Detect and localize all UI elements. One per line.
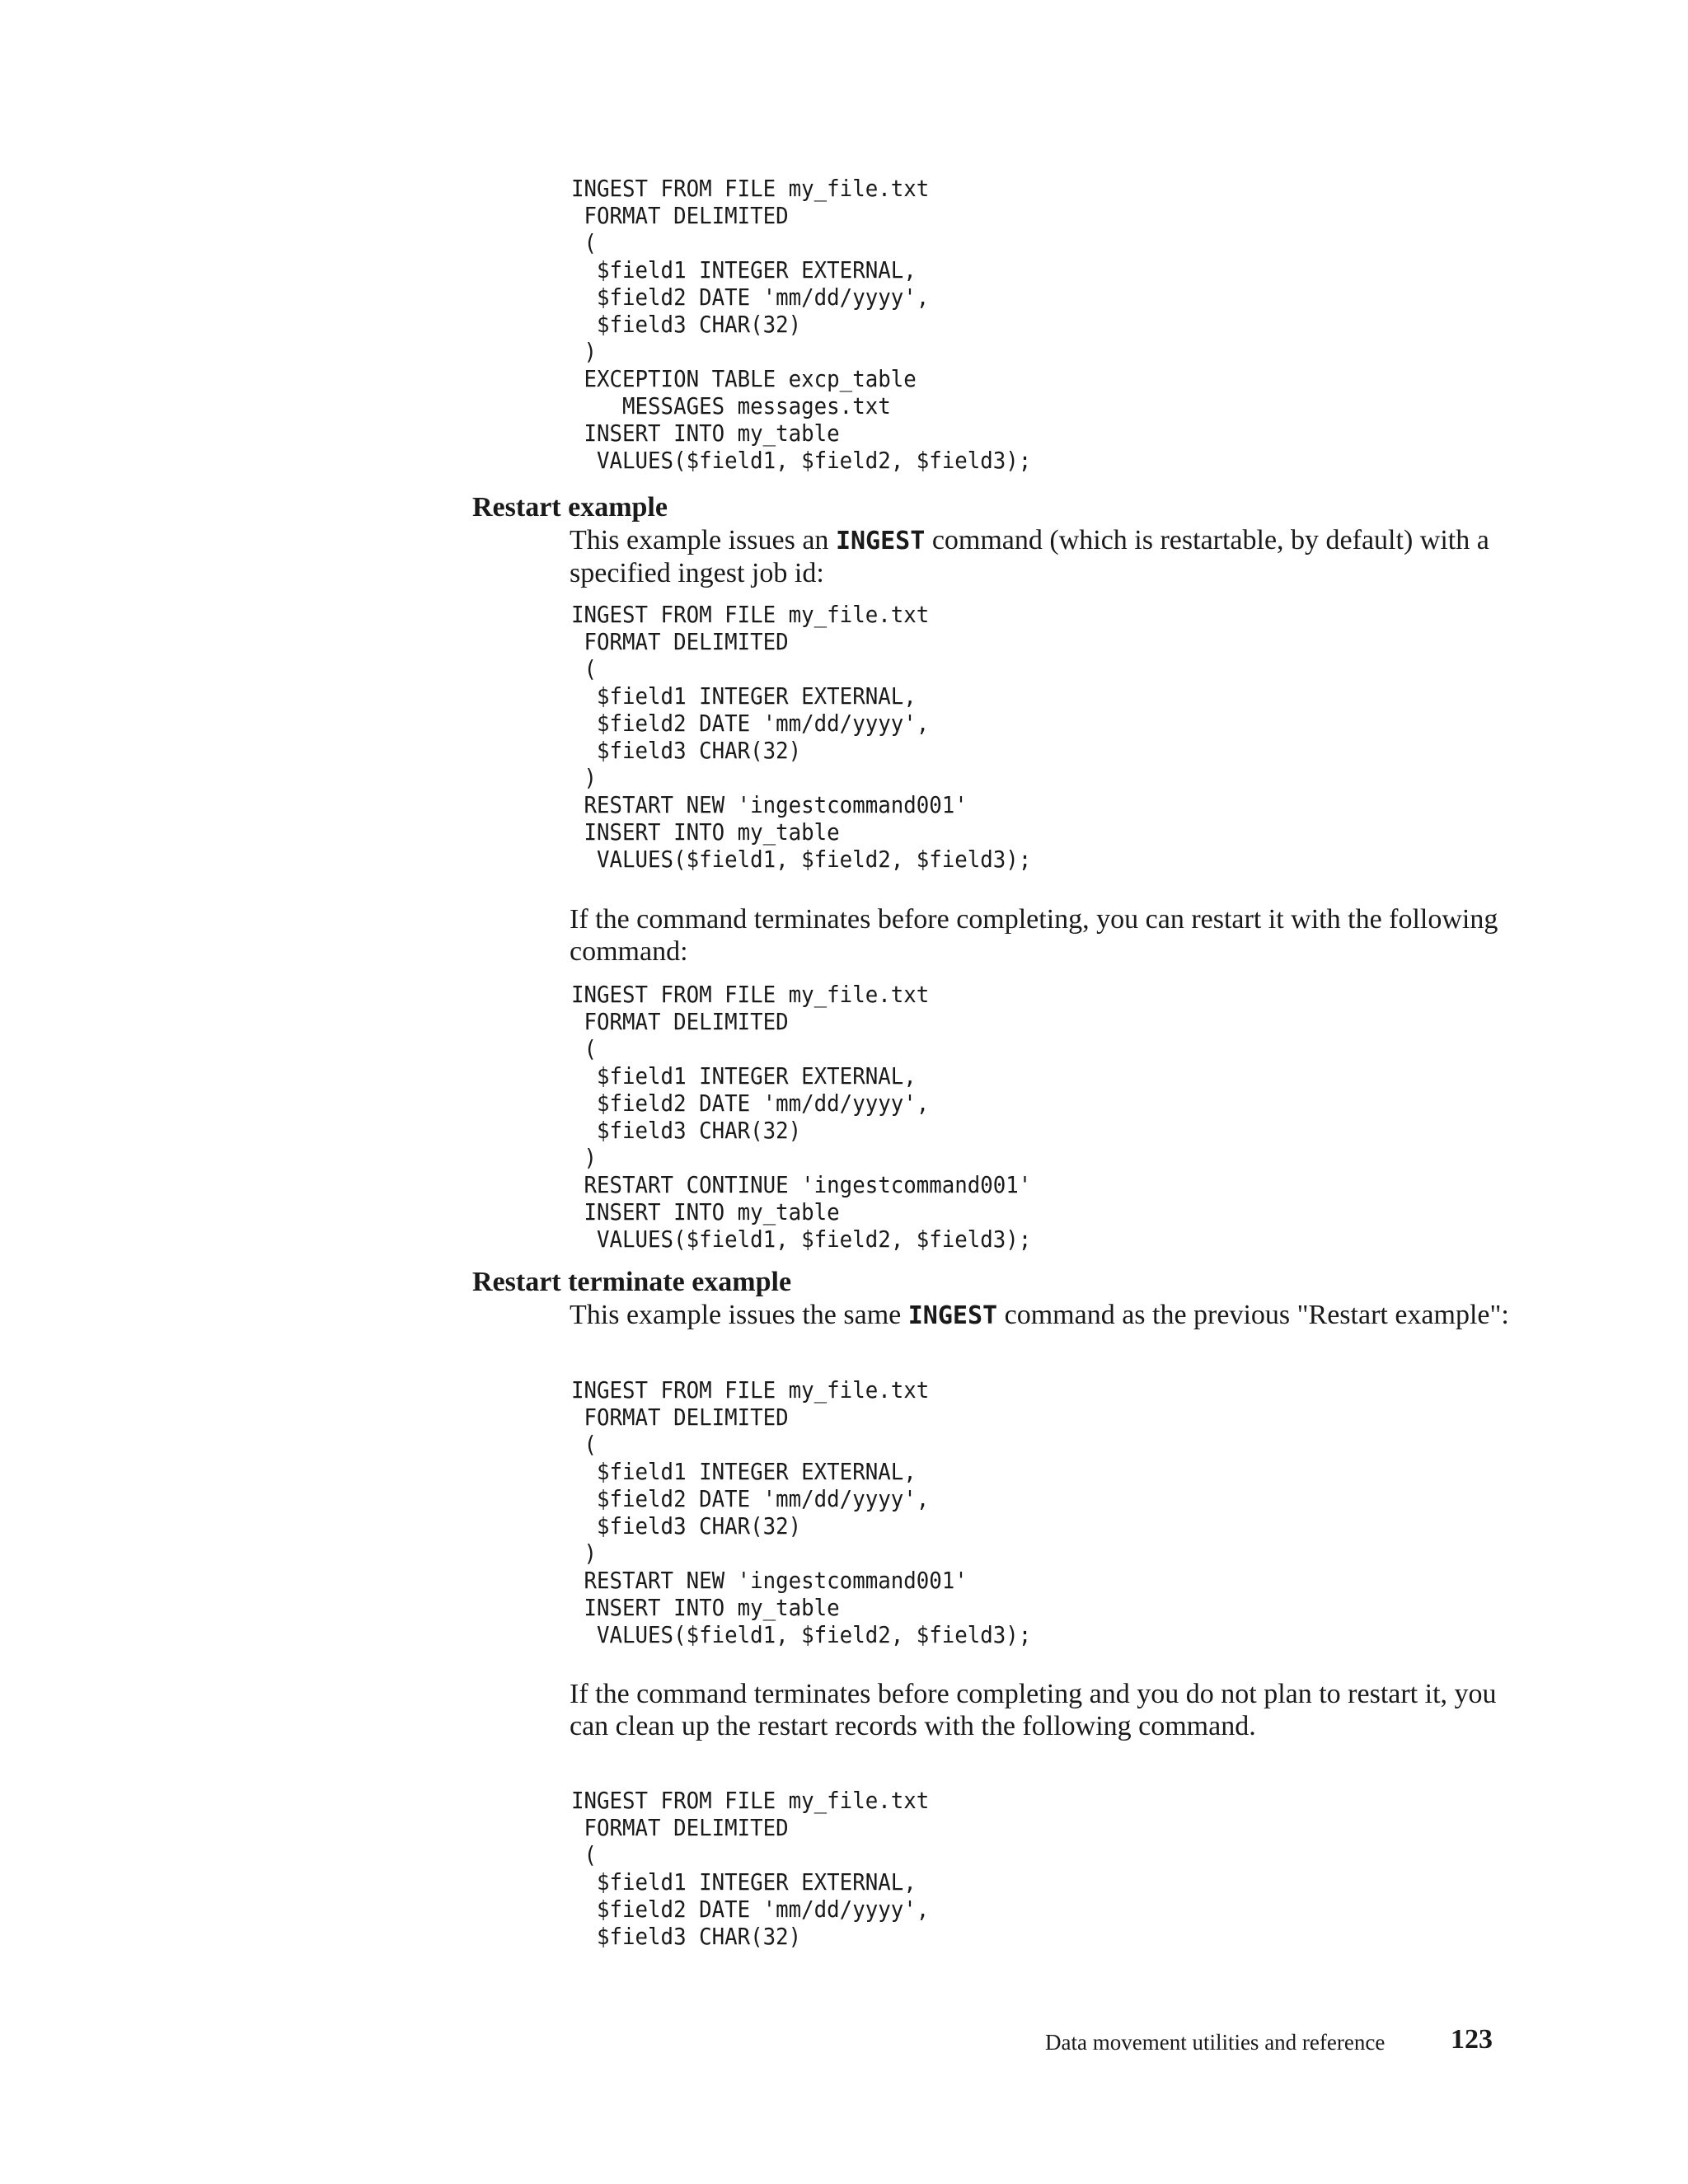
- code-block-exception-table: INGEST FROM FILE my_file.txt FORMAT DELIMITED ( $field1 INTEGER EXTERNAL, $field2 DATE 'mm/dd/yyyy', $field3 CHAR(32) ) EXCEPTION TABLE excp_table MESSAGES messages.txt INSERT INTO my_table VALUES($field1, $field2, $field3);: [571, 175, 1032, 474]
- page-number: 123: [1451, 2024, 1493, 2055]
- paragraph-restart-followup: If the command terminates before completing, you can restart it with the following command:: [570, 904, 1498, 967]
- footer-book-title: Data movement utilities and reference: [1045, 2030, 1386, 2055]
- heading-restart-example: Restart example: [472, 492, 668, 523]
- ingest-command-keyword: INGEST: [835, 527, 926, 555]
- restart-intro-text-before: This example issues an: [570, 525, 836, 555]
- code-block-restart-continue: INGEST FROM FILE my_file.txt FORMAT DELIMITED ( $field1 INTEGER EXTERNAL, $field2 DATE 'mm/dd/yyyy', $field3 CHAR(32) ) RESTART CONTINUE 'ingestcommand001' INSERT INTO my_table VALUES($field1, $field2, $field3);: [571, 981, 1032, 1253]
- terminate-intro-text-before: This example issues the same: [570, 1300, 908, 1330]
- code-block-restart-new: INGEST FROM FILE my_file.txt FORMAT DELIMITED ( $field1 INTEGER EXTERNAL, $field2 DATE 'mm/dd/yyyy', $field3 CHAR(32) ) RESTART NEW 'ingestcommand001' INSERT INTO my_table VALUES($field1, $field2, $field3);: [571, 601, 1032, 873]
- terminate-intro-text-after: command as the previous "Restart example":: [997, 1300, 1509, 1330]
- code-block-terminate-cleanup: INGEST FROM FILE my_file.txt FORMAT DELIMITED ( $field1 INTEGER EXTERNAL, $field2 DATE 'mm/dd/yyyy', $field3 CHAR(32): [571, 1787, 930, 1950]
- paragraph-terminate-followup: If the command terminates before completing and you do not plan to restart it, you can clean up the restart records with the following command.: [570, 1679, 1497, 1741]
- paragraph-terminate-intro: [570, 1299, 1509, 1332]
- code-block-terminate-restart-new: INGEST FROM FILE my_file.txt FORMAT DELIMITED ( $field1 INTEGER EXTERNAL, $field2 DATE 'mm/dd/yyyy', $field3 CHAR(32) ) RESTART NEW 'ingestcommand001' INSERT INTO my_table VALUES($field1, $field2, $field3);: [571, 1376, 1032, 1648]
- ingest-command-keyword: INGEST: [907, 1301, 998, 1330]
- paragraph-restart-intro: [570, 524, 1509, 589]
- heading-restart-terminate-example: Restart terminate example: [472, 1267, 792, 1297]
- restart-intro-text-after: command (which is restartable, by default) with a specified ingest job id:: [570, 525, 1489, 588]
